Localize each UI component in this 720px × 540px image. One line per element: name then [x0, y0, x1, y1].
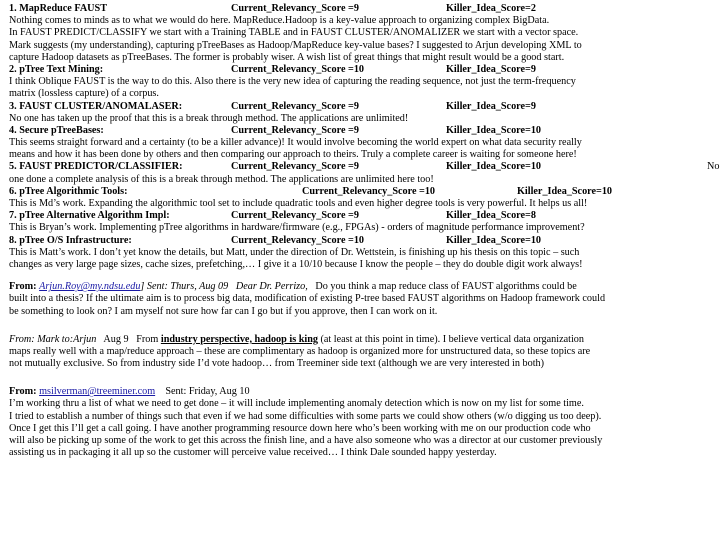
document-page [9, 3, 719, 459]
item-6-line-1: This is Md’s work. Expanding the algorithmic tool set to include quadratic tools and even higher degree tools is very powerful. It helps us all! [9, 198, 588, 209]
email-2-first-text: (at least at this point in time). I believe vertical data organization [320, 333, 584, 345]
item-1-title: 1. MapReduce FAUST [9, 3, 108, 14]
item-4-title: 4. Secure pTreeBases: [9, 124, 104, 136]
item-3-line-1: No one has taken up the proof that this is a break through method. The applications are unlimited! [9, 112, 409, 124]
item-1-line-1: Nothing comes to minds as to what we would do here. MapReduce.Hadoop is a key-value approach to organizing complex BigData. [9, 15, 550, 27]
item-8-heading-row [9, 235, 719, 247]
email-3-line-2: I tried to establish a number of things such that even if we had some difficulties with some parts we could show others (w/o digging us too deep). [9, 410, 602, 422]
email-3-line-3: Once I get this I’ll get a call going. I have another programming resource down here who’s been working with me on our production code who [9, 422, 591, 434]
item-5-line-1: one done a complete analysis of this is a break through method. The applications are unlimited here too! [9, 173, 434, 185]
item-2-killer: Killer_Idea_Score=9 [446, 63, 536, 75]
email-2-header-line [9, 334, 719, 346]
email-2-from-word: From [136, 333, 159, 345]
item-1-killer: Killer_Idea_Score=2 [446, 3, 536, 14]
item-8-relevancy: Current_Relevancy_Score =10 [231, 234, 365, 246]
item-3-killer: Killer_Idea_Score=9 [446, 100, 536, 112]
item-4-killer: Killer_Idea_Score=10 [446, 124, 542, 136]
item-5-title: 5. FAUST PREDICTOR/CLASSIFIER: [9, 161, 183, 173]
item-3-title: 3. FAUST CLUSTER/ANOMALASER: [9, 100, 183, 112]
item-2-heading-row [9, 64, 719, 76]
item-5-tail: No [707, 161, 720, 173]
item-2-relevancy: Current_Relevancy_Score =10 [231, 63, 365, 75]
email-2-line-1: maps really well with a map/reduce approach – these are complimentary as hadoop is organized more for unstructured data, so these topics are [9, 345, 591, 357]
email-2-line-2: not mutually exclusive. So from industry side I’d vote hadoop… from Treeminer side text (although we are very interested in both) [9, 358, 545, 370]
item-1-relevancy: Current_Relevancy_Score =9 [231, 3, 359, 14]
email-3-line-4: will also be picking up some of the work to get this across the finish line, and a have also someone who was a director at our customer previously [9, 435, 603, 446]
email-1-from-link[interactable]: Arjun.Roy@my.ndsu.edu [39, 281, 141, 293]
item-4-heading-row [9, 125, 719, 137]
item-8-line-1: This is Matt’s work. I don’t yet know the details, but Matt, under the direction of Dr. Wettstein, is finishing up his thesis on this topic – such [9, 246, 580, 258]
email-1-first-text: Do you think a map reduce class of FAUST algorithms could be [315, 281, 577, 293]
email-3-header-line [9, 386, 719, 398]
email-1-line-1: built into a thesis? If the ultimate aim is to process big data, modification of existing P-tree based FAUST algorithms on Hadoop framework could [9, 293, 606, 305]
item-7-relevancy: Current_Relevancy_Score =9 [231, 210, 359, 222]
email-2-from-label: From: Mark to:Arjun [9, 333, 97, 345]
item-5-relevancy: Current_Relevancy_Score =9 [231, 161, 359, 173]
item-1-line-2: In FAUST PREDICT/CLASSIFY we start with a Training TABLE and in FAUST CLUSTER/ANOMALIZER we start with a vector space. [9, 27, 579, 39]
item-3-heading-row [9, 101, 719, 113]
email-1-header-line [9, 281, 719, 293]
email-2-emphasis: industry perspective, hadoop is king [160, 333, 318, 345]
email-1-sent: ] Sent: Thurs, Aug 09 [140, 281, 229, 293]
item-8-killer: Killer_Idea_Score=10 [446, 234, 542, 246]
email-3-sent: Sent: Friday, Aug 10 [165, 386, 250, 398]
item-2-title: 2. pTree Text Mining: [9, 63, 104, 75]
email-3-line-1: I’m working thru a list of what we need to get done – it will include implementing anomaly detection which is now on my list for some time. [9, 398, 584, 410]
item-6-title: 6. pTree Algorithmic Tools: [9, 185, 128, 197]
email-3-from-link[interactable]: msilverman@treeminer.com [39, 386, 156, 398]
email-1-salutation: Dear Dr. Perrizo, [235, 281, 308, 293]
email-1-line-2: be something to look on? I am myself not sure how far can I go but if you approve, then I can work on it. [9, 305, 438, 317]
item-1-line-3: Mark suggests (my understanding), capturing pTreeBases as Hadoop/MapReduce key-value bases? I suggested to Arjun developing XML to [9, 39, 582, 51]
item-6-relevancy: Current_Relevancy_Score =10 [302, 185, 436, 197]
item-7-line-1: This is Bryan’s work. Implementing pTree algorithms in hardware/firmware (e.g., FPGAs) - orders of magnitude performance improvement? [9, 222, 585, 234]
email-1-from-label: From: [9, 281, 37, 293]
email-3-from-label: From: [9, 386, 37, 398]
email-2-date: Aug 9 [103, 333, 129, 345]
item-4-line-1: This seems straight forward and a certainty (to be a killer advance)! It would involve becoming the world expert on what data security really [9, 137, 582, 149]
item-7-killer: Killer_Idea_Score=8 [446, 210, 536, 222]
email-3-line-5: assisting us in packaging it all up so the customer will perceive value received… I think Dale sounded happy yesterday. [9, 447, 497, 459]
item-6-heading-row [9, 186, 719, 198]
item-2-line-2: matrix (lossless capture) of a corpus. [9, 88, 159, 100]
item-8-line-2: changes as very large page sizes, cache sizes, prefetching,… I give it a 10/10 because I know the people – they do double digit work always! [9, 258, 583, 270]
item-8-title: 8. pTree O/S Infrastructure: [9, 234, 132, 246]
item-3-relevancy: Current_Relevancy_Score =9 [231, 100, 359, 112]
item-6-killer: Killer_Idea_Score=10 [517, 185, 613, 197]
item-7-title: 7. pTree Alternative Algorithm Impl: [9, 210, 170, 222]
item-5-killer: Killer_Idea_Score=10 [446, 161, 542, 173]
item-2-line-1: I think Oblique FAUST is the way to do this. Also there is the very new idea of capturing the reading sequence, not just the term-frequency [9, 76, 576, 88]
item-1-line-4: capture Hadoop datasets as pTreeBases. The former is probably wiser. A wish list of great things that might result would be a good start. [9, 51, 565, 63]
item-7-heading-row [9, 210, 719, 222]
item-4-relevancy: Current_Relevancy_Score =9 [231, 124, 359, 136]
item-4-line-2: means and how it has been done by others and then comparing our approach to theirs. Truly a complete career is waiting for someone here! [9, 149, 577, 161]
item-1-heading-row [9, 3, 719, 15]
item-5-heading-row [9, 161, 719, 173]
